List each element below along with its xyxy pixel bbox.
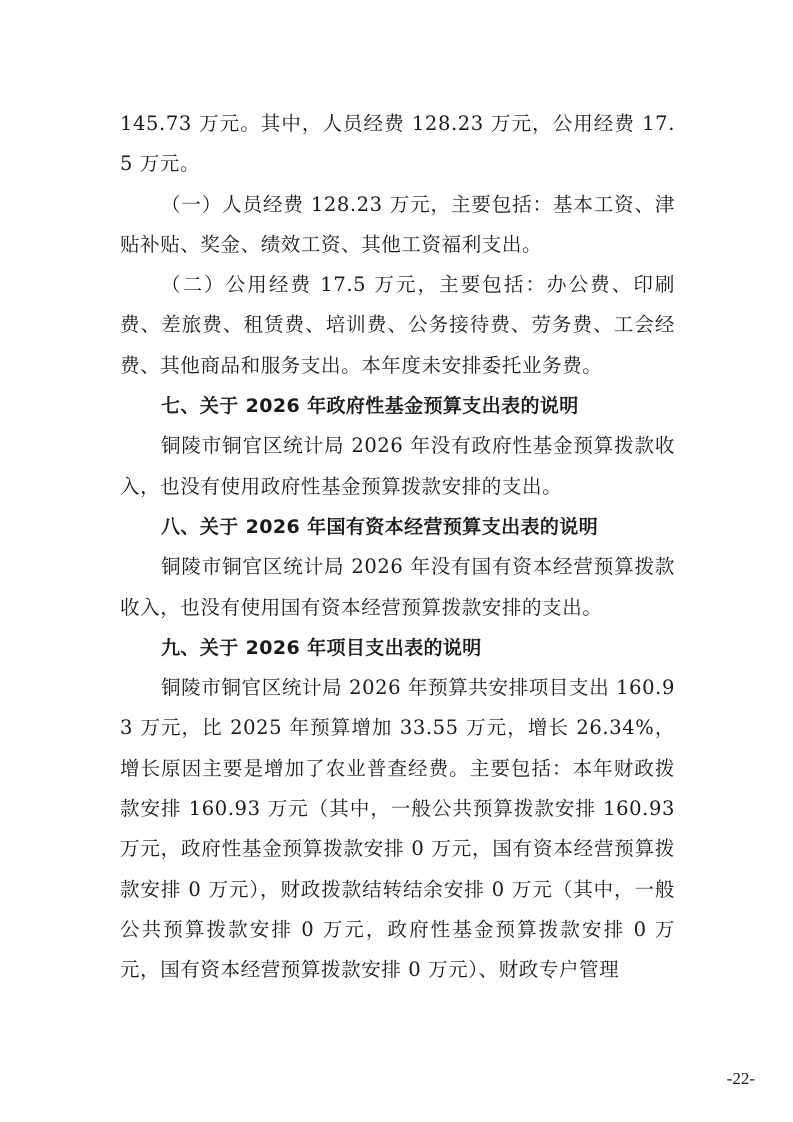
paragraph-personnel-expenses: （一）人员经费 128.23 万元，主要包括：基本工资、津贴补贴、奖金、绩效工资、其他工资福利支出。 [120, 192, 675, 256]
paragraph-project-expenditure: 铜陵市铜官区统计局 2026 年预算共安排项目支出 160.93 万元，比 2025 年预算增加 33.55 万元，增长 26.34%，增长原因主要是增加了农业普查经费。主要包括：本年财政拨款安排 160.93 万元（其中，一般公共预算拨款安排 160.93 万元，政府性基金预算拨款安排 0 万元，国有资本经营预算拨款安排 0 万元），财政拨款结转结余安排 0 万元（其中，一般公共预算拨款安排 0 万元，政府性基金预算拨款安排 0 万元，国有资本经营预算拨款安排 0 万元）、财政专户管理 [120, 676, 675, 982]
paragraph-government-fund: 铜陵市铜官区统计局 2026 年没有政府性基金预算拨款收入，也没有使用政府性基金预算拨款安排的支出。 [120, 434, 675, 498]
section-heading-state-capital: 八、关于 2026 年国有资本经营预算支出表的说明 [161, 515, 599, 538]
section-heading-government-fund: 七、关于 2026 年政府性基金预算支出表的说明 [161, 395, 579, 418]
paragraph-personnel-public-summary: 145.73 万元。其中，人员经费 128.23 万元，公用经费 17.5 万元。 [120, 112, 675, 176]
paragraph-state-capital: 铜陵市铜官区统计局 2026 年没有国有资本经营预算拨款收入，也没有使用国有资本经营预算拨款安排的支出。 [120, 555, 675, 619]
paragraph-public-expenses: （二）公用经费 17.5 万元，主要包括：办公费、印刷费、差旅费、租赁费、培训费、公务接待费、劳务费、工会经费、其他商品和服务支出。本年度未安排委托业务费。 [120, 273, 675, 377]
document-body [120, 104, 675, 991]
section-heading-project-expenditure: 九、关于 2026 年项目支出表的说明 [161, 636, 482, 659]
page-number: -22- [726, 1069, 755, 1088]
